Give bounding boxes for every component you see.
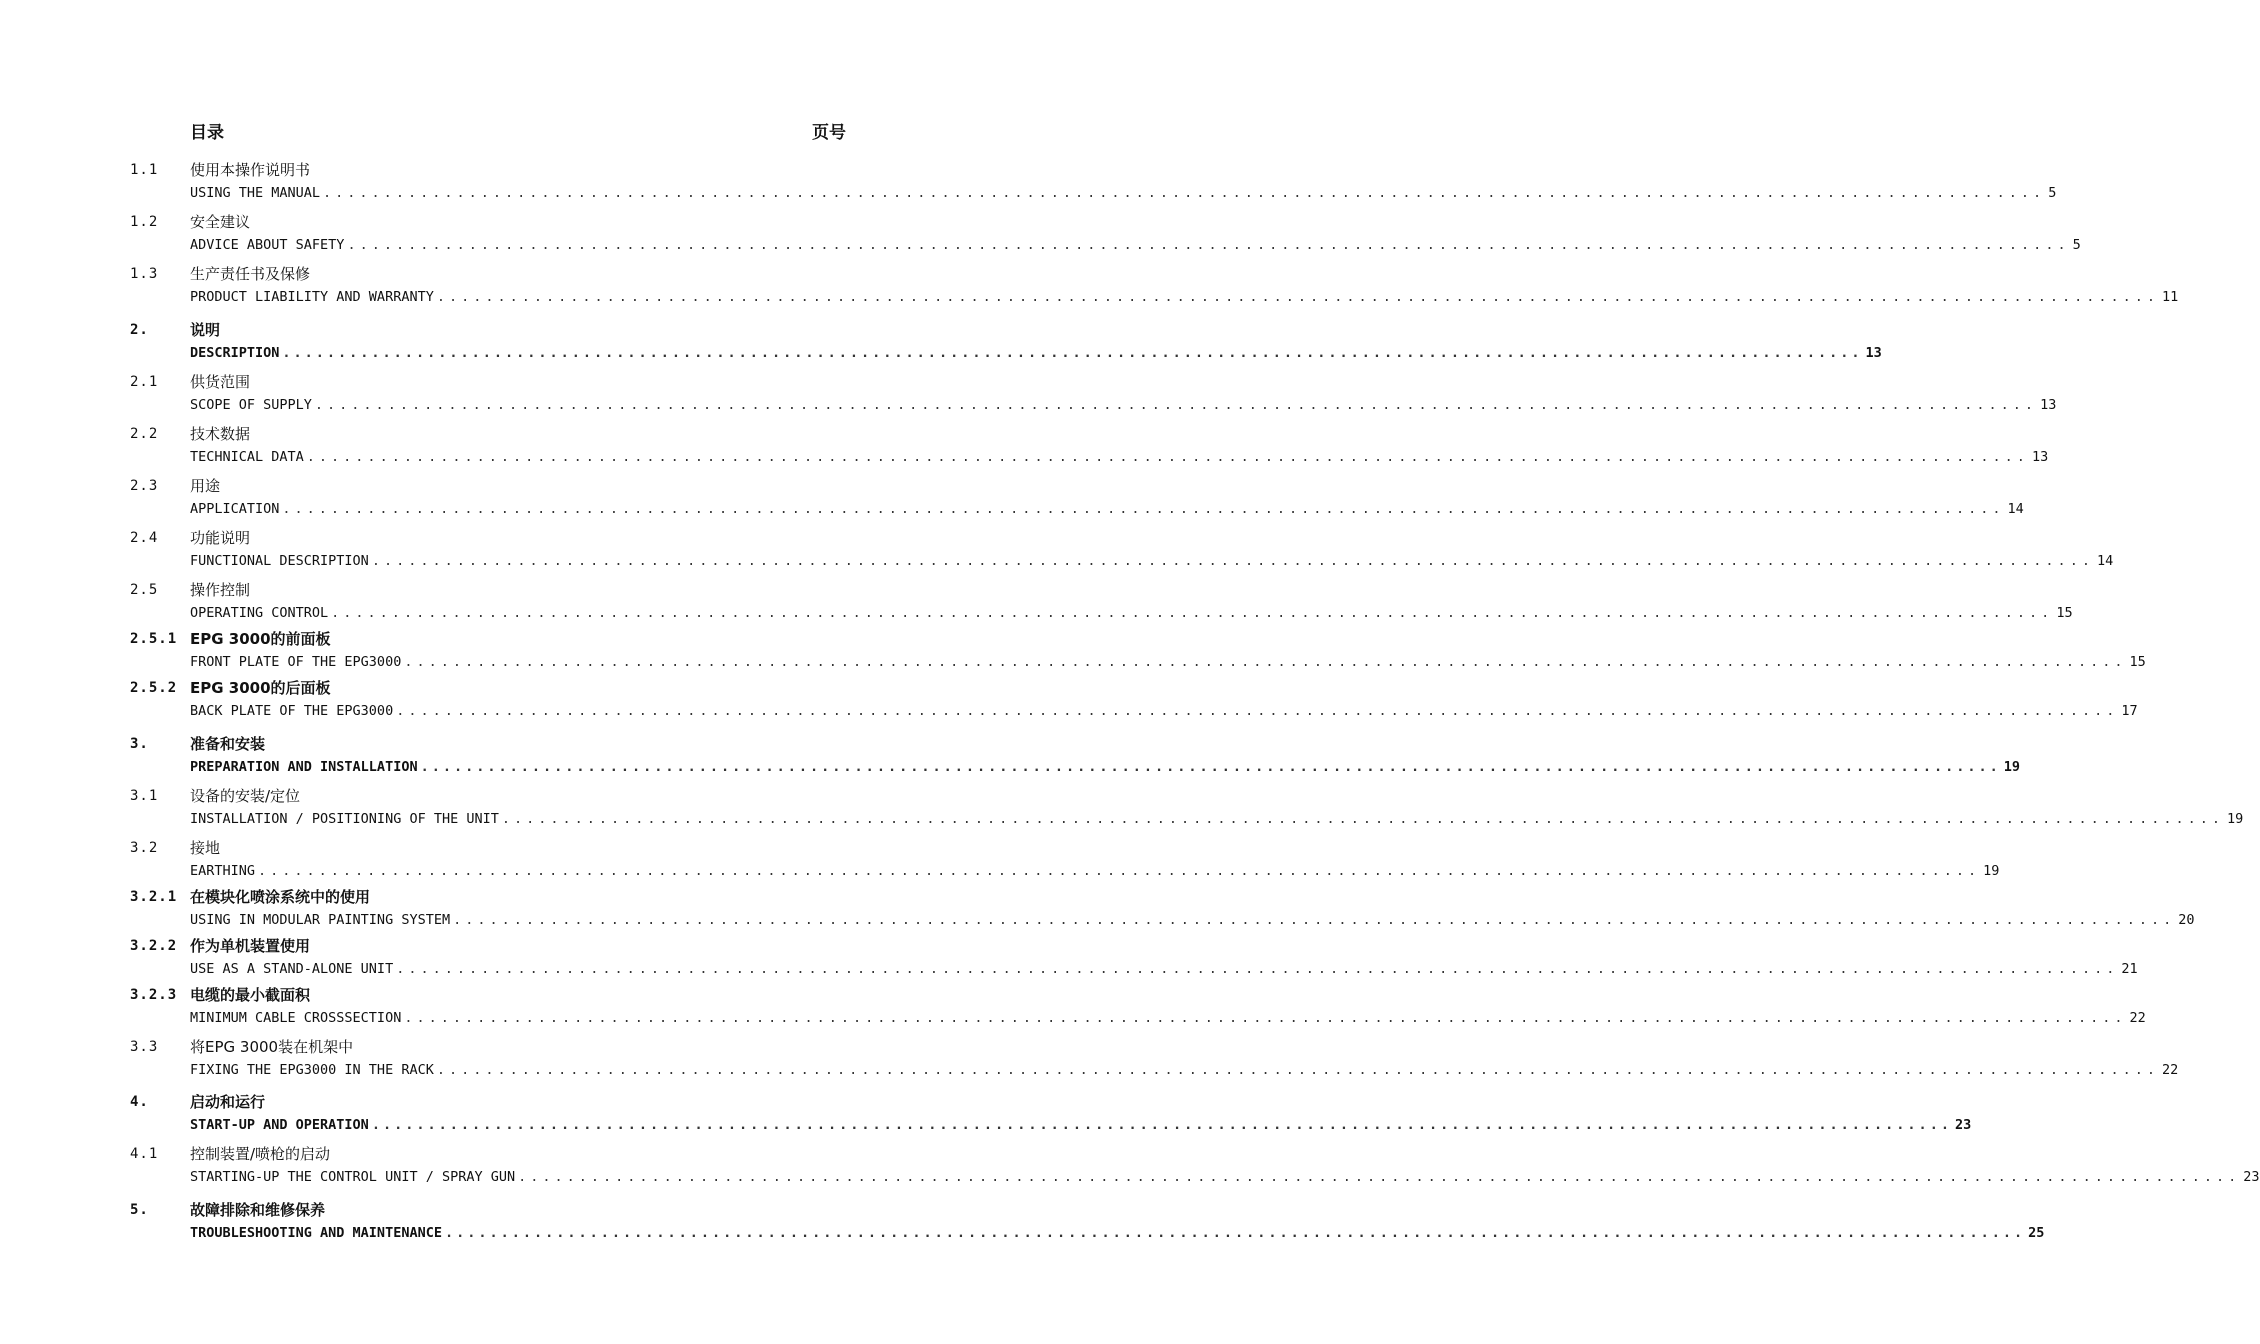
- page-number: 23: [1954, 1117, 1972, 1133]
- dot-leader: ..............................................................................................................................................: [444, 1225, 2026, 1241]
- section-title-en: EARTHING: [190, 863, 256, 879]
- section-title-en: TROUBLESHOOTING AND MAINTENANCE: [190, 1225, 442, 1241]
- page-number: 25: [2028, 1225, 2045, 1241]
- toc-entry-chapter[interactable]: [130, 1092, 1972, 1140]
- page-number: 15: [2056, 605, 2073, 621]
- toc-entry-subsection[interactable]: [130, 678, 2138, 726]
- toc-entry-chapter[interactable]: [130, 320, 1882, 368]
- section-title-zh: 生产责任书及保修: [190, 265, 311, 283]
- section-title-zh: 使用本操作说明书: [190, 161, 311, 179]
- section-number: 3.3: [130, 1039, 159, 1055]
- page-number-header: 页号: [812, 123, 846, 143]
- toc-entry[interactable]: [130, 838, 2000, 886]
- section-number: 2.3: [130, 478, 159, 494]
- dot-leader: ..............................................................................................................................................: [453, 912, 2176, 928]
- section-number: 2.5.2: [130, 680, 178, 696]
- toc-entry-subsection[interactable]: [130, 629, 2146, 677]
- section-number: 3.: [130, 736, 149, 752]
- section-title-zh: EPG 3000的前面板: [190, 630, 331, 648]
- page-number: 5: [2048, 185, 2057, 201]
- section-title-zh: 设备的安装/定位: [190, 787, 301, 805]
- section-title-zh: 控制装置/喷枪的启动: [190, 1145, 331, 1163]
- section-title-en: OPERATING CONTROL: [190, 605, 329, 621]
- page-number: 17: [2121, 703, 2138, 719]
- section-number: 1.3: [130, 266, 159, 282]
- dot-leader: ..............................................................................................................................................: [436, 1062, 2159, 1078]
- dot-leader: ..............................................................................................................................................: [347, 237, 2070, 253]
- page-number: 14: [2096, 553, 2114, 569]
- toc-entry[interactable]: [130, 424, 2049, 472]
- section-title-en: FUNCTIONAL DESCRIPTION: [190, 553, 369, 569]
- dot-leader: ..............................................................................................................................................: [518, 1169, 2241, 1185]
- section-title-zh: 说明: [190, 321, 221, 339]
- dot-leader: ..............................................................................................................................................: [258, 863, 1981, 879]
- page-number: 5: [2072, 237, 2081, 253]
- section-number: 2.2: [130, 426, 159, 442]
- dot-leader: ..............................................................................................................................................: [282, 501, 2005, 517]
- toc-entry[interactable]: [130, 264, 2179, 312]
- section-title-zh: 将EPG 3000装在机架中: [190, 1038, 354, 1056]
- section-number: 2.5.1: [130, 631, 178, 647]
- section-number: 1.2: [130, 214, 159, 230]
- section-number: 4.1: [130, 1146, 159, 1162]
- toc-entry-subsection[interactable]: [130, 887, 2195, 935]
- toc-entry[interactable]: [130, 1144, 2260, 1192]
- section-title-zh: 操作控制: [190, 581, 251, 599]
- section-title-en: TECHNICAL DATA: [190, 449, 304, 465]
- toc-entry[interactable]: [130, 786, 2244, 834]
- dot-leader: ..............................................................................................................................................: [396, 703, 2119, 719]
- section-title-zh: 安全建议: [190, 213, 251, 231]
- section-title-en: SCOPE OF SUPPLY: [190, 397, 312, 413]
- section-title-en: FRONT PLATE OF THE EPG3000: [190, 654, 402, 670]
- section-title-en: START-UP AND OPERATION: [190, 1117, 369, 1133]
- section-title-zh: 在模块化喷涂系统中的使用: [190, 888, 371, 906]
- section-title-zh: 供货范围: [190, 373, 251, 391]
- toc-entry[interactable]: [130, 476, 2024, 524]
- section-title-zh: 作为单机装置使用: [190, 937, 311, 955]
- section-title-zh: 技术数据: [190, 425, 251, 443]
- dot-leader: ..............................................................................................................................................: [282, 345, 1863, 361]
- page-number: 15: [2129, 654, 2146, 670]
- page-number: 23: [2243, 1169, 2260, 1185]
- page-number: 20: [2178, 912, 2195, 928]
- dot-leader: ..............................................................................................................................................: [404, 654, 2127, 670]
- dot-leader: ..............................................................................................................................................: [331, 605, 2054, 621]
- page-number: 19: [2003, 759, 2020, 775]
- dot-leader: ..............................................................................................................................................: [314, 397, 2038, 413]
- page-number: 22: [2161, 1062, 2179, 1078]
- section-title-en: USING IN MODULAR PAINTING SYSTEM: [190, 912, 451, 928]
- page-number: 11: [2161, 289, 2179, 305]
- page-number: 14: [2007, 501, 2024, 517]
- toc-entry[interactable]: [130, 1037, 2179, 1085]
- page-number: 13: [2031, 449, 2049, 465]
- page-number: 19: [2227, 811, 2244, 827]
- section-number: 3.2.3: [130, 987, 178, 1003]
- section-number: 3.1: [130, 788, 159, 804]
- section-title-zh: EPG 3000的后面板: [190, 679, 331, 697]
- section-number: 3.2: [130, 840, 159, 856]
- section-title-zh: 用途: [190, 477, 221, 495]
- section-number: 3.2.2: [130, 938, 178, 954]
- section-title-en: PREPARATION AND INSTALLATION: [190, 759, 418, 775]
- section-title-zh: 接地: [190, 839, 221, 857]
- section-title-zh: 准备和安装: [190, 735, 266, 753]
- dot-leader: ..............................................................................................................................................: [501, 811, 2224, 827]
- section-number: 2.1: [130, 374, 159, 390]
- toc-entry-subsection[interactable]: [130, 936, 2138, 984]
- toc-entry-subsection[interactable]: [130, 985, 2146, 1033]
- section-title-en: APPLICATION: [190, 501, 280, 517]
- section-number: 4.: [130, 1094, 149, 1110]
- section-title-en: MINIMUM CABLE CROSSSECTION: [190, 1010, 402, 1026]
- dot-leader: ..............................................................................................................................................: [396, 961, 2119, 977]
- section-number: 2.: [130, 322, 149, 338]
- toc-title: 目录: [190, 123, 224, 143]
- section-title-en: INSTALLATION / POSITIONING OF THE UNIT: [190, 811, 499, 827]
- toc-entry-chapter[interactable]: [130, 1200, 2045, 1248]
- page-number: 21: [2121, 961, 2138, 977]
- section-title-en: BACK PLATE OF THE EPG3000: [190, 703, 394, 719]
- toc-entry-chapter[interactable]: [130, 734, 2020, 782]
- section-number: 2.4: [130, 530, 159, 546]
- section-number: 1.1: [130, 162, 159, 178]
- section-title-en: DESCRIPTION: [190, 345, 280, 361]
- section-title-zh: 故障排除和维修保养: [190, 1201, 326, 1219]
- toc-entry[interactable]: [130, 160, 2057, 208]
- toc-entry[interactable]: [130, 528, 2114, 576]
- dot-leader: ..............................................................................................................................................: [420, 759, 2001, 775]
- section-title-en: USING THE MANUAL: [190, 185, 321, 201]
- section-title-zh: 电缆的最小截面积: [190, 986, 311, 1004]
- section-title-en: FIXING THE EPG3000 IN THE RACK: [190, 1062, 434, 1078]
- toc-entry[interactable]: [130, 372, 2057, 420]
- toc-entry[interactable]: [130, 212, 2081, 260]
- page-number: 19: [1983, 863, 2000, 879]
- dot-leader: ..............................................................................................................................................: [306, 449, 2029, 465]
- toc-entry[interactable]: [130, 580, 2073, 628]
- section-title-zh: 功能说明: [190, 529, 251, 547]
- section-title-en: USE AS A STAND-ALONE UNIT: [190, 961, 394, 977]
- page-number: 13: [2040, 397, 2057, 413]
- dot-leader: ..............................................................................................................................................: [436, 289, 2159, 305]
- section-number: 3.2.1: [130, 889, 178, 905]
- section-title-en: PRODUCT LIABILITY AND WARRANTY: [190, 289, 434, 305]
- section-title-en: ADVICE ABOUT SAFETY: [190, 237, 345, 253]
- dot-leader: ..............................................................................................................................................: [371, 553, 2094, 569]
- section-number: 2.5: [130, 582, 159, 598]
- section-title-zh: 启动和运行: [190, 1093, 266, 1111]
- dot-leader: ..............................................................................................................................................: [323, 185, 2046, 201]
- page-number: 22: [2129, 1010, 2146, 1026]
- page-number: 13: [1865, 345, 1882, 361]
- section-number: 5.: [130, 1202, 149, 1218]
- dot-leader: ..............................................................................................................................................: [404, 1010, 2127, 1026]
- dot-leader: ..............................................................................................................................................: [371, 1117, 1952, 1133]
- section-title-en: STARTING-UP THE CONTROL UNIT / SPRAY GUN: [190, 1169, 516, 1185]
